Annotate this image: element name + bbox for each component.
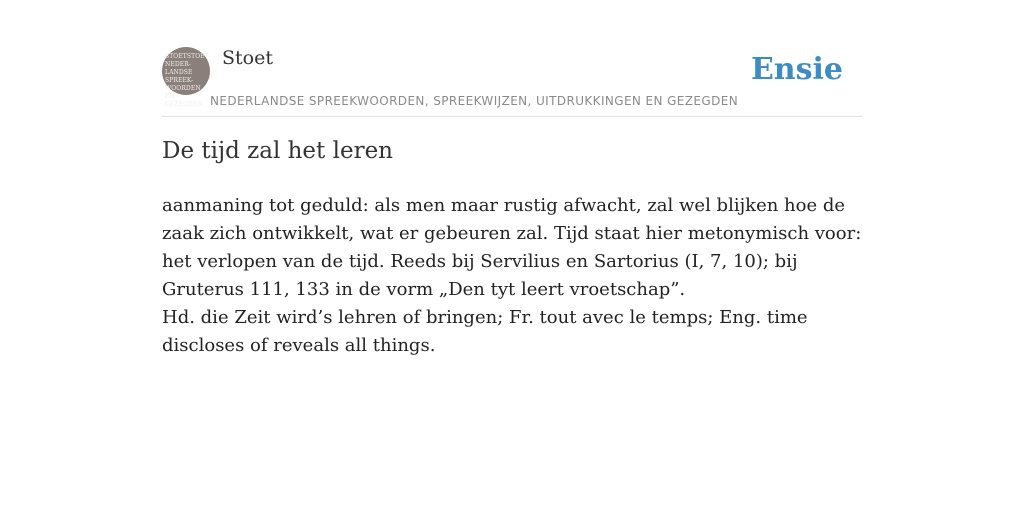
source-avatar[interactable] [162, 47, 210, 108]
source-name[interactable]: Stoet [222, 47, 273, 69]
entry-body [162, 192, 862, 360]
entry-paragraph: aanmaning tot geduld: als men maar rustig afwacht, zal wel blijken hoe de zaak zich ontwikkelt, wat er gebeuren zal. Tijd staat hier metonymisch voor: het verlopen van de tijd. Reeds bij Servilius en Sartorius (I, 7, 10); bij Gruterus 111, 133 in de vorm „Den tyt leert vroetschap”. [162, 195, 862, 300]
ensie-logo-link[interactable]: Ensie [750, 52, 843, 87]
entry-title: De tijd zal het leren [162, 138, 393, 164]
avatar-logo-text: STOETSTOET NEDER- LANDSE SPREEK- WOORDEN EN GEZEGDEN [165, 53, 209, 108]
entry-paragraph: Hd. die Zeit wird’s lehren of bringen; Fr. tout avec le temps; Eng. time discloses of reveals all things. [162, 307, 808, 356]
source-subtitle: NEDERLANDSE SPREEKWOORDEN, SPREEKWIJZEN, UITDRUKKINGEN EN GEZEGDEN [210, 94, 739, 108]
header [162, 44, 862, 117]
